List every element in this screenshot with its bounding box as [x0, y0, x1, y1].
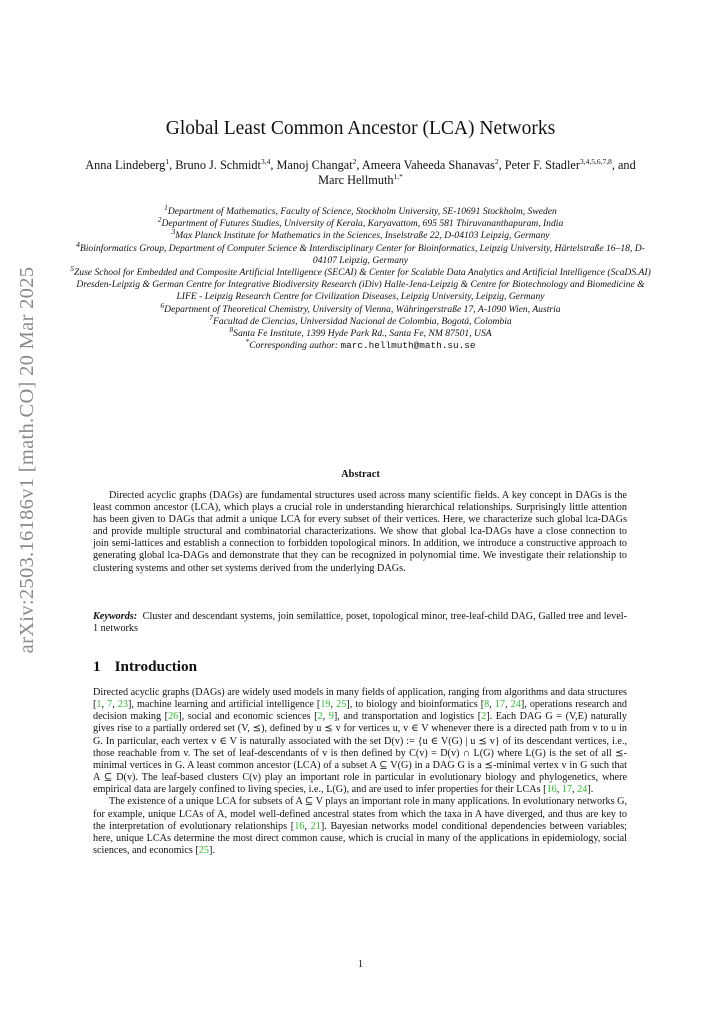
affiliation-line [68, 239, 653, 267]
intro-paragraph-2 [93, 796, 627, 857]
author-affiliation-marker: 1 [165, 156, 170, 166]
author-affiliation-marker: 3,4,5,6,7,8 [579, 156, 612, 166]
body-text: ], operations research and decision making [ [93, 699, 628, 723]
section-heading [93, 658, 197, 676]
citation-link[interactable]: 25 [336, 699, 347, 711]
body-text: ]. [587, 784, 594, 796]
citation-link[interactable]: 25 [198, 845, 209, 857]
affiliation-marker: 5 [70, 263, 74, 273]
body-text: , [330, 699, 337, 711]
author-affiliation-marker: 3,4 [260, 156, 271, 166]
body-text: , [489, 699, 495, 711]
arxiv-sidebar-stamp: arXiv:2503.16186v1 [math.CO] 20 Mar 2025 [15, 266, 38, 654]
author-name: Manoj Changat [276, 158, 353, 172]
author-separator: , and [611, 158, 636, 172]
citation-link[interactable]: 26 [168, 711, 179, 723]
citation-link[interactable]: 19 [320, 699, 331, 711]
body-text: ]. Bayesian networks model conditional dependencies between variables; here, unique LCAs determine the most direct common cause, which is crucial in many of the applications in epidemiology, social sciences, and economics [ [93, 820, 627, 857]
citation-link[interactable]: 16 [294, 820, 305, 832]
body-text: , [304, 820, 311, 832]
citation-link[interactable]: 2 [317, 711, 323, 723]
citation-link[interactable]: 23 [117, 699, 128, 711]
citation-link[interactable]: 24 [577, 784, 588, 796]
affiliation-marker: 7 [209, 312, 214, 322]
body-text: ], machine learning and artificial intelligence [ [128, 699, 321, 711]
citation-link[interactable]: 7 [107, 699, 113, 711]
author-name: Ameera Vaheeda Shanavas [361, 158, 495, 172]
affiliation-marker: 2 [157, 215, 162, 225]
author-separator: , [498, 158, 505, 172]
citation-link[interactable]: 17 [494, 699, 506, 711]
body-text: ], and transportation and logistics [ [333, 711, 482, 723]
body-text: The existence of a unique LCA for subsets of A ⊆ V plays an important role in many applications. In evolutionary networks G, for example, unique LCAs of A, model well-defined ancestral states from which the taxa in A have diverged, and thus are key to the interpretation of evolutionary relationships [ [93, 796, 627, 832]
citation-link[interactable]: 24 [510, 699, 521, 711]
affiliation-line [68, 202, 653, 218]
body-text: ]. Each DAG G = (V,E) naturally gives rise to a partially ordered set (V, ⪯), defined by u ⪯ v for vertices u, v ∈ V whenever there is a directed path from v to u in G. In particular, each vertex v ∈ V is naturally associated with the set D(v) := {u ∈ V(G) | u ⪯ v} of its descendant vertices, i.e., those reachable from v. The set of leaf-descendants of v is then defined by C(v) = D(v) ∩ L(G) where L(G) is the set of all ⪯-minimal vertices in G. A least common ancestor (LCA) of a subset A ⊆ V(G) in a DAG G is a ⪯-minimal vertex v in G such that A ⊆ D(v). The leaf-based clusters C(v) play an important role in particular in evolutionary biology and phylogenetics, where empirical data are largely confined to living species, i.e., L(G), and are used to infer properties for their LCAs [ [93, 711, 628, 796]
author-affiliation-marker: 2 [352, 156, 357, 166]
abstract-body: Directed acyclic graphs (DAGs) are fundamental structures used across many scientific fields. A key concept in DAGs is the least common ancestor (LCA), which plays a crucial role in understanding hierarchical relationships. Surprisingly little attention has been given to DAGs that admit a unique LCA for every subset of their vertices. Here, we characterize such global lca-DAGs and provide multiple structural and combinatorial characterizations. We show that global lca-DAGs have a close connection to join semi-lattices and establish a connection to forbidden topological minors. In addition, we introduce a constructive approach to generating global lca-DAGs and demonstrate that they can be recognized in polynomial time. We investigate their relationship to clustering systems and other set systems derived from the underlying DAGs. [93, 490, 627, 574]
citation-link[interactable]: 17 [561, 784, 573, 796]
body-text: Directed acyclic graphs (DAGs) are widely used models in many fields of application, ranging from algorithms and data structures [ [93, 687, 627, 711]
author-separator: , [356, 158, 362, 172]
author-name: Anna Lindeberg [85, 158, 166, 172]
intro-paragraph-1 [93, 687, 627, 796]
affiliation-text: Department of Theoretical Chemistry, University of Vienna, Währingerstraße 17, A-1090 Wien, Austria [164, 303, 561, 315]
paper-title: Global Least Common Ancestor (LCA) Networks [165, 118, 556, 139]
body-text: ], to biology and bioinformatics [ [346, 699, 485, 711]
affiliation-marker: 1 [164, 202, 168, 212]
citation-link[interactable]: 8 [484, 699, 490, 711]
affiliation-text: Bioinformatics Group, Department of Computer Science & Interdisciplinary Center for Bioinformatics, Leipzig University, Härtelstraße 16–18, D-04107 Leipzig, Germany [79, 242, 645, 266]
body-text: ], social and economic sciences [ [178, 711, 318, 723]
affiliation-marker: 3 [171, 227, 176, 237]
affiliations [68, 202, 653, 352]
abstract-heading: Abstract [341, 469, 380, 480]
author-separator: , [270, 158, 277, 172]
citation-link[interactable]: 1 [96, 699, 102, 711]
affiliation-text: Department of Mathematics, Faculty of Science, Stockholm University, SE-10691 Stockholm, Sweden [167, 206, 557, 217]
introduction-body [93, 687, 627, 857]
section-number: 1 [93, 658, 101, 675]
section-title: Introduction [114, 658, 198, 675]
keywords-label: Keywords: [93, 611, 138, 622]
body-text: , [112, 699, 118, 711]
affiliation-line [68, 215, 653, 230]
affiliation-text: Zuse School for Embedded and Composite Artificial Intelligence (SECAI) & Center for Scalable Data Analytics and Artificial Intelligence (ScaDS.AI) Dresden-Leipzig & German Centre for Integrative Biodiversity Research (iDiv) Halle-Jena-Leipzig & Centre for Biotechnology and Biomedicine & LIFE - Leipzig Research Centre for Civilization Diseases, Leipzig University, Leipzig, Germany [73, 267, 651, 303]
affiliation-line [68, 312, 653, 328]
citation-link[interactable]: 9 [328, 711, 334, 723]
affiliation-line [68, 300, 653, 316]
affiliation-text: Facultad de Ciencias, Universidad Nacional de Colombia, Bogotá, Colombia [213, 315, 512, 327]
keywords [93, 611, 627, 635]
citation-link[interactable]: 21 [310, 820, 321, 832]
body-text: , [322, 711, 329, 723]
affiliation-marker: 6 [160, 300, 165, 310]
affiliation-marker: 8 [229, 324, 234, 334]
affiliation-text: Department of Futures Studies, University of Kerala, Karyavattom, 695 581 Thiruvananthapuram, India [161, 218, 564, 230]
author-separator: , [169, 158, 176, 172]
affiliation-line [68, 263, 653, 304]
affiliation-text: Max Planck Institute for Mathematics in the Sciences, Inselstraße 22, D-04103 Leipzig, Germany [175, 230, 550, 242]
body-text: , [572, 784, 578, 796]
citation-link[interactable]: 16 [546, 784, 557, 796]
affiliation-marker: 4 [76, 239, 80, 249]
corresponding-email[interactable]: marc.hellmuth@math.su.se [340, 340, 476, 352]
author-name: Bruno J. Schmidt [175, 158, 261, 172]
body-text: , [505, 699, 511, 711]
author-name: Marc Hellmuth [318, 173, 394, 187]
citation-link[interactable]: 2 [481, 711, 487, 723]
author-list [80, 158, 641, 188]
affiliation-text: Santa Fe Institute, 1399 Hyde Park Rd., Santa Fe, NM 87501, USA [233, 328, 492, 340]
author-name: Peter F. Stadler [504, 158, 580, 172]
body-text: , [101, 699, 108, 711]
body-text: ]. [208, 845, 215, 857]
affiliation-line [68, 227, 653, 242]
author-affiliation-marker: 1,* [393, 171, 403, 181]
body-text: , [556, 784, 562, 796]
page-number: 1 [357, 959, 364, 970]
affiliation-line [68, 324, 653, 340]
corresponding-author: *Corresponding author: marc.hellmuth@math.su.se [245, 337, 476, 352]
keywords-text: Cluster and descendant systems, join semilattice, poset, topological minor, tree-leaf-child DAG, Galled tree and level-1 networks [93, 611, 627, 635]
author-affiliation-marker: 2 [494, 156, 499, 166]
